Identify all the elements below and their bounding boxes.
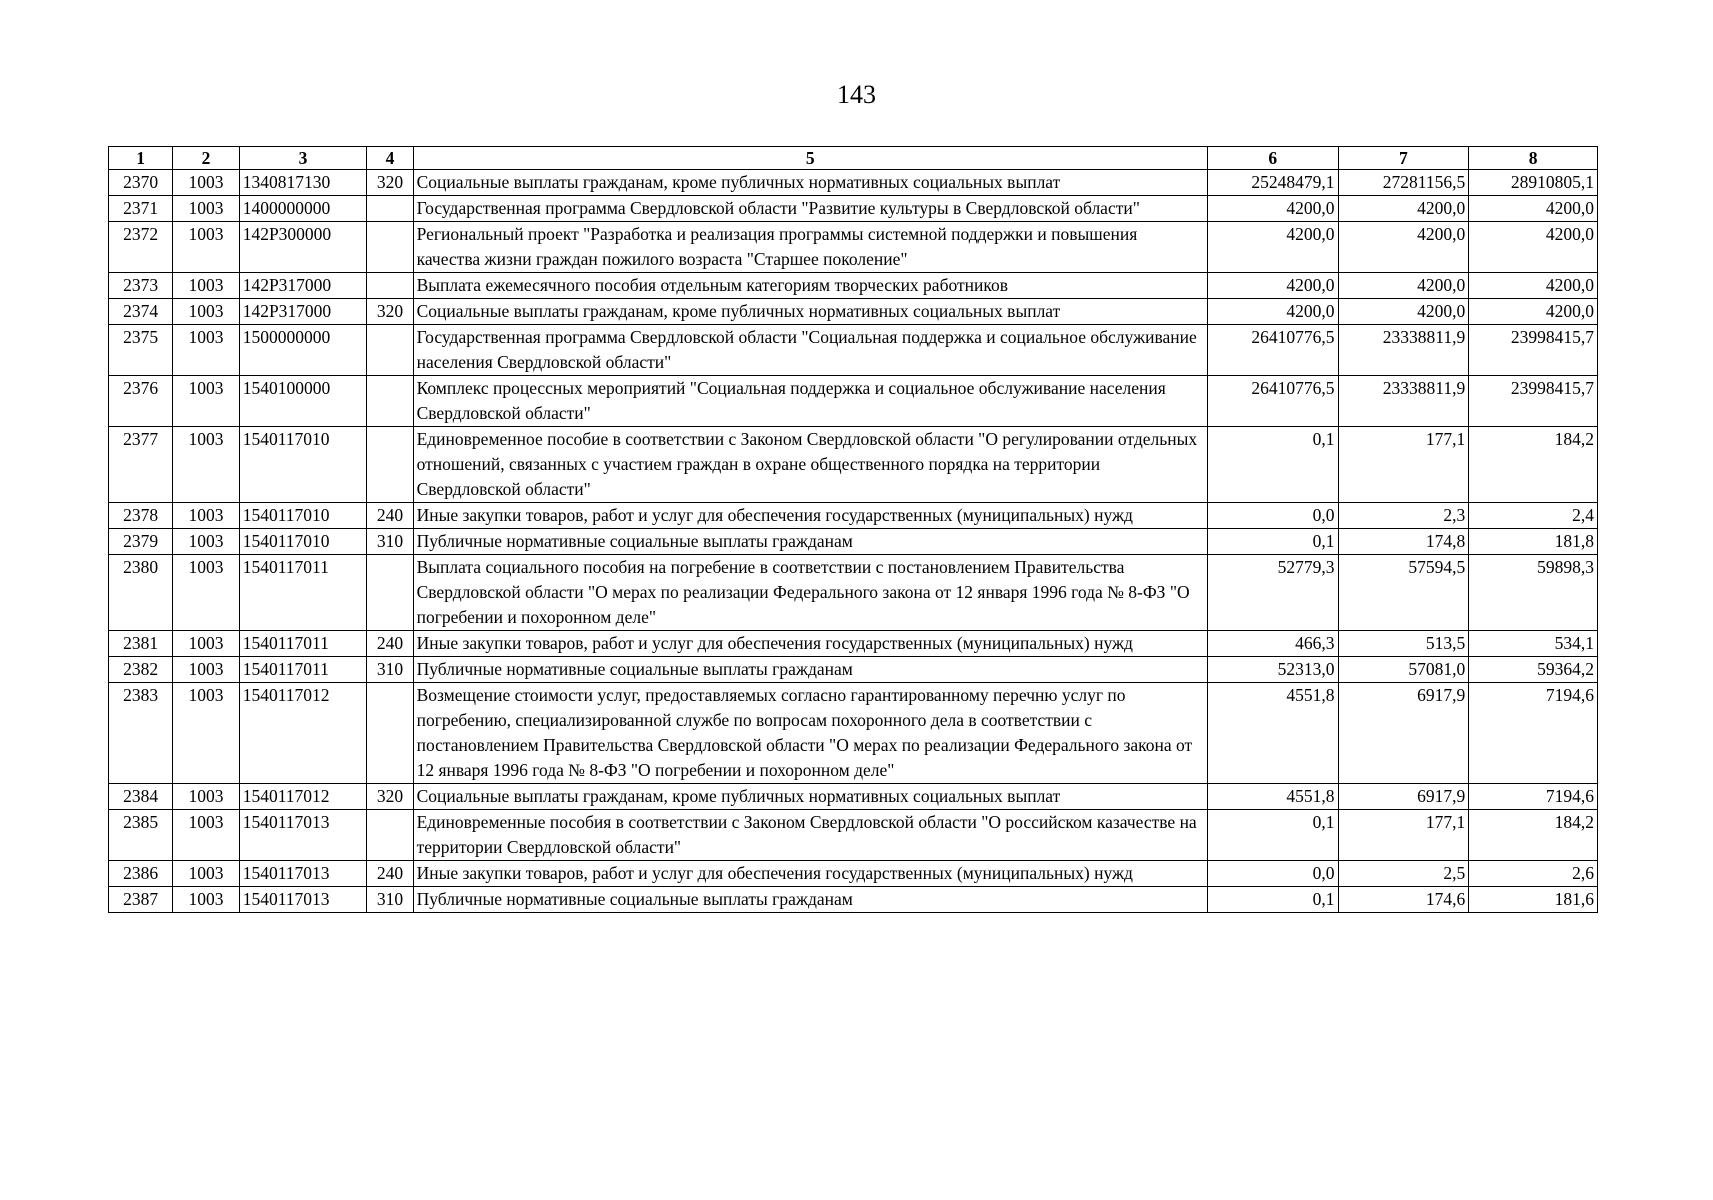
row-number: 2381 <box>109 631 173 657</box>
row-number: 2383 <box>109 683 173 784</box>
amount-col7: 4200,0 <box>1338 299 1469 325</box>
item-name: Публичные нормативные социальные выплаты гражданам <box>413 657 1207 683</box>
amount-col7: 174,8 <box>1338 529 1469 555</box>
amount-col7: 513,5 <box>1338 631 1469 657</box>
expense-type-code: 310 <box>367 657 413 683</box>
column-header: 4 <box>367 147 413 170</box>
expense-type-code: 320 <box>367 784 413 810</box>
amount-col7: 4200,0 <box>1338 222 1469 273</box>
row-number: 2376 <box>109 376 173 427</box>
target-article-code: 1540117010 <box>239 503 367 529</box>
amount-col8: 181,6 <box>1469 887 1598 913</box>
target-article-code: 1540117013 <box>239 887 367 913</box>
amount-col7: 6917,9 <box>1338 784 1469 810</box>
target-article-code: 1540117013 <box>239 861 367 887</box>
section-code: 1003 <box>173 784 239 810</box>
amount-col8: 2,6 <box>1469 861 1598 887</box>
header-row <box>109 147 1598 170</box>
amount-col8: 4200,0 <box>1469 222 1598 273</box>
target-article-code: 1540117013 <box>239 810 367 861</box>
target-article-code: 1340817130 <box>239 170 367 196</box>
amount-col8: 4200,0 <box>1469 273 1598 299</box>
amount-col7: 6917,9 <box>1338 683 1469 784</box>
row-number: 2384 <box>109 784 173 810</box>
expense-type-code: 310 <box>367 529 413 555</box>
target-article-code: 1540117011 <box>239 555 367 631</box>
section-code: 1003 <box>173 887 239 913</box>
amount-col7: 177,1 <box>1338 427 1469 503</box>
expense-type-code <box>367 683 413 784</box>
table-row <box>109 784 1598 810</box>
column-header: 5 <box>413 147 1207 170</box>
page-number: 143 <box>837 80 876 109</box>
amount-col8: 2,4 <box>1469 503 1598 529</box>
section-code: 1003 <box>173 325 239 376</box>
amount-col7: 57081,0 <box>1338 657 1469 683</box>
table-row <box>109 657 1598 683</box>
target-article-code: 1540100000 <box>239 376 367 427</box>
amount-col8: 7194,6 <box>1469 784 1598 810</box>
column-header: 3 <box>239 147 367 170</box>
row-number: 2373 <box>109 273 173 299</box>
expense-type-code: 240 <box>367 861 413 887</box>
item-name: Региональный проект "Разработка и реализация программы системной поддержки и повышения качества жизни граждан пожилого возраста "Старшее поколение" <box>413 222 1207 273</box>
target-article-code: 1500000000 <box>239 325 367 376</box>
row-number: 2374 <box>109 299 173 325</box>
row-number: 2370 <box>109 170 173 196</box>
target-article-code: 1400000000 <box>239 196 367 222</box>
section-code: 1003 <box>173 631 239 657</box>
target-article-code: 1540117011 <box>239 657 367 683</box>
target-article-code: 142Р300000 <box>239 222 367 273</box>
item-name: Иные закупки товаров, работ и услуг для обеспечения государственных (муниципальных) нужд <box>413 631 1207 657</box>
table-row <box>109 683 1598 784</box>
table-row <box>109 555 1598 631</box>
expense-type-code <box>367 222 413 273</box>
item-name: Социальные выплаты гражданам, кроме публичных нормативных социальных выплат <box>413 299 1207 325</box>
section-code: 1003 <box>173 529 239 555</box>
amount-col7: 23338811,9 <box>1338 376 1469 427</box>
amount-col6: 4200,0 <box>1207 299 1338 325</box>
amount-col7: 4200,0 <box>1338 196 1469 222</box>
column-header: 6 <box>1207 147 1338 170</box>
table-row <box>109 170 1598 196</box>
table-row <box>109 887 1598 913</box>
column-header: 2 <box>173 147 239 170</box>
expense-type-code <box>367 273 413 299</box>
expense-type-code: 240 <box>367 631 413 657</box>
item-name: Государственная программа Свердловской области "Развитие культуры в Свердловской области" <box>413 196 1207 222</box>
row-number: 2371 <box>109 196 173 222</box>
amount-col7: 2,5 <box>1338 861 1469 887</box>
table-row <box>109 273 1598 299</box>
amount-col6: 4200,0 <box>1207 196 1338 222</box>
table-row <box>109 427 1598 503</box>
amount-col8: 4200,0 <box>1469 299 1598 325</box>
amount-col7: 4200,0 <box>1338 273 1469 299</box>
target-article-code: 1540117010 <box>239 529 367 555</box>
expense-type-code <box>367 427 413 503</box>
amount-col8: 28910805,1 <box>1469 170 1598 196</box>
item-name: Выплата социального пособия на погребение в соответствии с постановлением Правительства Свердловской области "О мерах по реализации Федерального закона от 12 января 1996 года № 8-ФЗ "О погребении и похоронном деле" <box>413 555 1207 631</box>
amount-col8: 184,2 <box>1469 427 1598 503</box>
expense-type-code: 240 <box>367 503 413 529</box>
table-row <box>109 376 1598 427</box>
row-number: 2386 <box>109 861 173 887</box>
section-code: 1003 <box>173 376 239 427</box>
expense-type-code: 320 <box>367 170 413 196</box>
item-name: Единовременное пособие в соответствии с Законом Свердловской области "О регулировании отдельных отношений, связанных с участием граждан в охране общественного порядка на территории Свердловской области" <box>413 427 1207 503</box>
table-row <box>109 529 1598 555</box>
item-name: Социальные выплаты гражданам, кроме публичных нормативных социальных выплат <box>413 784 1207 810</box>
target-article-code: 1540117012 <box>239 784 367 810</box>
expense-type-code <box>367 376 413 427</box>
section-code: 1003 <box>173 861 239 887</box>
section-code: 1003 <box>173 196 239 222</box>
amount-col8: 4200,0 <box>1469 196 1598 222</box>
amount-col6: 4551,8 <box>1207 683 1338 784</box>
column-header: 8 <box>1469 147 1598 170</box>
table-row <box>109 861 1598 887</box>
section-code: 1003 <box>173 657 239 683</box>
amount-col8: 23998415,7 <box>1469 325 1598 376</box>
amount-col6: 4200,0 <box>1207 222 1338 273</box>
column-header: 1 <box>109 147 173 170</box>
amount-col6: 25248479,1 <box>1207 170 1338 196</box>
row-number: 2385 <box>109 810 173 861</box>
table-row <box>109 631 1598 657</box>
expense-type-code <box>367 555 413 631</box>
row-number: 2382 <box>109 657 173 683</box>
section-code: 1003 <box>173 555 239 631</box>
amount-col7: 57594,5 <box>1338 555 1469 631</box>
amount-col7: 177,1 <box>1338 810 1469 861</box>
column-header: 7 <box>1338 147 1469 170</box>
expense-type-code <box>367 325 413 376</box>
row-number: 2372 <box>109 222 173 273</box>
section-code: 1003 <box>173 222 239 273</box>
amount-col6: 26410776,5 <box>1207 325 1338 376</box>
amount-col6: 52779,3 <box>1207 555 1338 631</box>
amount-col6: 466,3 <box>1207 631 1338 657</box>
row-number: 2377 <box>109 427 173 503</box>
section-code: 1003 <box>173 810 239 861</box>
item-name: Публичные нормативные социальные выплаты гражданам <box>413 529 1207 555</box>
section-code: 1003 <box>173 683 239 784</box>
row-number: 2379 <box>109 529 173 555</box>
section-code: 1003 <box>173 299 239 325</box>
amount-col7: 174,6 <box>1338 887 1469 913</box>
table-row <box>109 222 1598 273</box>
amount-col6: 0,1 <box>1207 887 1338 913</box>
table-row <box>109 325 1598 376</box>
table-row <box>109 299 1598 325</box>
amount-col8: 7194,6 <box>1469 683 1598 784</box>
amount-col8: 534,1 <box>1469 631 1598 657</box>
amount-col7: 2,3 <box>1338 503 1469 529</box>
amount-col6: 52313,0 <box>1207 657 1338 683</box>
amount-col7: 23338811,9 <box>1338 325 1469 376</box>
section-code: 1003 <box>173 427 239 503</box>
item-name: Публичные нормативные социальные выплаты гражданам <box>413 887 1207 913</box>
target-article-code: 142Р317000 <box>239 299 367 325</box>
item-name: Государственная программа Свердловской области "Социальная поддержка и социальное обслуживание населения Свердловской области" <box>413 325 1207 376</box>
amount-col6: 0,1 <box>1207 427 1338 503</box>
budget-table <box>108 146 1598 913</box>
amount-col8: 59364,2 <box>1469 657 1598 683</box>
row-number: 2375 <box>109 325 173 376</box>
amount-col7: 27281156,5 <box>1338 170 1469 196</box>
amount-col6: 0,1 <box>1207 529 1338 555</box>
amount-col8: 23998415,7 <box>1469 376 1598 427</box>
row-number: 2387 <box>109 887 173 913</box>
amount-col8: 184,2 <box>1469 810 1598 861</box>
table-row <box>109 503 1598 529</box>
amount-col6: 0,0 <box>1207 503 1338 529</box>
target-article-code: 142Р317000 <box>239 273 367 299</box>
amount-col6: 0,0 <box>1207 861 1338 887</box>
expense-type-code <box>367 196 413 222</box>
section-code: 1003 <box>173 503 239 529</box>
target-article-code: 1540117010 <box>239 427 367 503</box>
item-name: Возмещение стоимости услуг, предоставляемых согласно гарантированному перечню услуг по погребению, специализированной службе по вопросам похоронного дела в соответствии с постановлением Правительства Свердловской области "О мерах по реализации Федерального закона от 12 января 1996 года № 8-ФЗ "О погребении и похоронном деле" <box>413 683 1207 784</box>
amount-col8: 59898,3 <box>1469 555 1598 631</box>
item-name: Иные закупки товаров, работ и услуг для обеспечения государственных (муниципальных) нужд <box>413 861 1207 887</box>
item-name: Комплекс процессных мероприятий "Социальная поддержка и социальное обслуживание населения Свердловской области" <box>413 376 1207 427</box>
expense-type-code: 310 <box>367 887 413 913</box>
amount-col6: 0,1 <box>1207 810 1338 861</box>
amount-col6: 4200,0 <box>1207 273 1338 299</box>
expense-type-code <box>367 810 413 861</box>
item-name: Социальные выплаты гражданам, кроме публичных нормативных социальных выплат <box>413 170 1207 196</box>
target-article-code: 1540117011 <box>239 631 367 657</box>
item-name: Выплата ежемесячного пособия отдельным категориям творческих работников <box>413 273 1207 299</box>
item-name: Единовременные пособия в соответствии с Законом Свердловской области "О российском казачестве на территории Свердловской области" <box>413 810 1207 861</box>
section-code: 1003 <box>173 170 239 196</box>
row-number: 2378 <box>109 503 173 529</box>
item-name: Иные закупки товаров, работ и услуг для обеспечения государственных (муниципальных) нужд <box>413 503 1207 529</box>
table-row <box>109 196 1598 222</box>
amount-col8: 181,8 <box>1469 529 1598 555</box>
amount-col6: 26410776,5 <box>1207 376 1338 427</box>
section-code: 1003 <box>173 273 239 299</box>
row-number: 2380 <box>109 555 173 631</box>
expense-type-code: 320 <box>367 299 413 325</box>
table-row <box>109 810 1598 861</box>
target-article-code: 1540117012 <box>239 683 367 784</box>
amount-col6: 4551,8 <box>1207 784 1338 810</box>
